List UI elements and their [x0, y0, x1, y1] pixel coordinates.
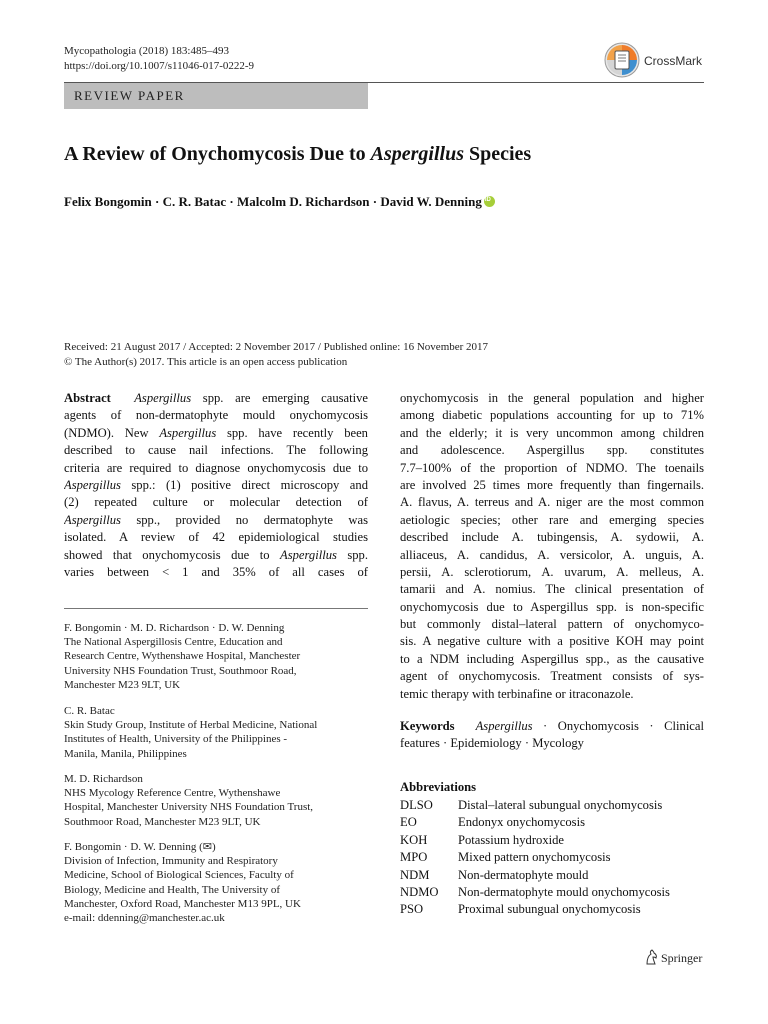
abstract-line: to a NDM including Aspergillus spp., as the causative	[400, 651, 704, 666]
abstract-line: agents of non-dermatophyte mould onychomycosis	[64, 408, 368, 423]
abstract-line: temic therapy with terbinafine or itraconazole.	[400, 686, 634, 701]
abbreviation-row	[400, 832, 670, 849]
abbreviation-row	[400, 901, 670, 918]
keywords-line	[400, 718, 704, 735]
abbreviation-definition: Potassium hydroxide	[458, 832, 564, 847]
springer-horse-icon	[644, 949, 658, 965]
keyword-text: · Onychomycosis · Clinical	[532, 719, 704, 733]
abstract-text: spp.	[336, 547, 368, 562]
affiliation-names: M. D. Richardson	[64, 773, 143, 785]
abstract-line: onychomycosis due to Aspergillus spp. is non-specific	[400, 599, 704, 614]
abstract-text: spp., provided no dermatophyte was	[120, 512, 368, 527]
abstract-line: varies between < 1 and 35% of all cases of	[64, 564, 368, 579]
license-line: © The Author(s) 2017. This article is an open access publication	[64, 355, 348, 368]
abbreviation-definition: Distal–lateral subungual onychomycosis	[458, 798, 663, 812]
title-italic: Aspergillus	[370, 143, 464, 165]
abstract-line	[64, 512, 368, 529]
abstract-line: sis. A negative culture with a positive KOH may point	[400, 634, 704, 649]
abstract-heading: Abstract	[64, 391, 111, 405]
affiliation-block	[64, 704, 368, 761]
author-list	[64, 194, 495, 210]
affiliation-line: Manila, Manila, Philippines	[64, 747, 187, 760]
affiliation-line: Institutes of Health, University of the Philippines -	[64, 733, 288, 746]
abstract-line: and adolescence. Aspergillus spp. constitutes	[400, 443, 704, 458]
abbreviation-term: NDMO	[400, 885, 439, 900]
abstract-line: and the elderly; it is very uncommon among children	[400, 425, 704, 440]
abstract-line: alliaceus, A. candidus, A. versicolor, A. unguis, A.	[400, 547, 704, 562]
author-names: Felix Bongomin · C. R. Batac · Malcolm D. Richardson · David W. Denning	[64, 194, 482, 209]
keyword-italic: Aspergillus	[475, 719, 533, 733]
abstract-italic: Aspergillus	[64, 477, 121, 492]
publisher-footer	[644, 949, 702, 966]
affiliation-block	[64, 772, 368, 829]
abstract-italic: Aspergillus	[64, 512, 121, 527]
dates-line: Received: 21 August 2017 / Accepted: 2 November 2017 / Published online: 16 November 2017	[64, 341, 489, 353]
abbreviation-term: NDM	[400, 867, 430, 882]
affiliation-line: Southmoor Road, Manchester M23 9LT, UK	[64, 815, 261, 828]
keywords	[400, 718, 704, 753]
affiliation-line: Division of Infection, Immunity and Respiratory	[64, 855, 278, 868]
abstract-text: spp. are emerging causative	[191, 391, 368, 405]
abstract-line	[64, 390, 368, 407]
abbreviations-heading: Abbreviations	[400, 780, 477, 794]
affiliation-line: Skin Study Group, Institute of Herbal Medicine, National	[64, 719, 318, 732]
affiliation-line: Medicine, School of Biological Sciences, Faculty of	[64, 869, 294, 882]
abbreviation-term: KOH	[400, 832, 428, 847]
affiliation-line: University NHS Foundation Trust, Southmoor Road,	[64, 664, 297, 677]
article-title	[64, 143, 531, 166]
affiliation-line: Research Centre, Wythenshawe Hospital, Manchester	[64, 650, 301, 663]
orcid-icon[interactable]	[484, 196, 495, 207]
abstract	[64, 390, 368, 581]
abbreviation-row	[400, 849, 670, 866]
abbreviation-term: MPO	[400, 850, 428, 865]
abstract-line: are involved 25 times more frequently than fingernails.	[400, 477, 704, 492]
crossmark-label: CrossMark	[644, 54, 703, 68]
abbreviation-definition: Non-dermatophyte mould onychomycosis	[458, 885, 670, 900]
keywords-line: features · Epidemiology · Mycology	[400, 736, 584, 751]
abstract-line: isolated. A review of 42 epidemiological studies	[64, 530, 368, 545]
abbreviation-definition: Proximal subungual onychomycosis	[458, 902, 641, 917]
affiliation-line: NHS Mycology Reference Centre, Wythenshawe	[64, 787, 281, 800]
abstract-line: described to cause nail infections. The following	[64, 443, 368, 458]
abstract-line: criteria are required to diagnose onychomycosis due to	[64, 460, 368, 475]
journal-citation: Mycopathologia (2018) 183:485–493	[64, 45, 229, 57]
abstract-text: (NDMO). New	[64, 425, 160, 440]
affiliation-line: Manchester M23 9LT, UK	[64, 678, 181, 691]
affiliation-line: Hospital, Manchester University NHS Foundation Trust,	[64, 801, 314, 814]
publication-dates	[64, 340, 488, 369]
affiliation-line: Manchester, Oxford Road, Manchester M13 9PL, UK	[64, 897, 301, 910]
affiliation-names: C. R. Batac	[64, 705, 115, 717]
abstract-line: but commonly distal–lateral pattern of onychomyco-	[400, 617, 704, 632]
doi-link[interactable]: https://doi.org/10.1007/s11046-017-0222-9	[64, 60, 255, 72]
article-type-label: REVIEW PAPER	[74, 88, 185, 103]
affiliations-rule	[64, 608, 368, 609]
abbreviation-row	[400, 884, 670, 901]
abstract-line: aetiologic species; other rare and emerging species	[400, 512, 704, 527]
affiliation-names: F. Bongomin · M. D. Richardson · D. W. Denning	[64, 622, 285, 634]
abbreviation-term: EO	[400, 815, 417, 830]
abbreviation-term: PSO	[400, 902, 424, 917]
abstract-text: showed that onychomycosis due to	[64, 547, 280, 562]
abbreviations-table	[400, 797, 670, 919]
abstract-line: described include A. tubingensis, A. sydowii, A.	[400, 530, 704, 545]
abbreviation-definition: Non-dermatophyte mould	[458, 867, 589, 882]
abstract-line: onychomycosis in the general population and higher	[400, 391, 704, 405]
affiliation-line: The National Aspergillosis Centre, Education and	[64, 636, 283, 649]
abstract-line: (2) repeated culture or molecular detection of	[64, 495, 368, 510]
abstract-italic: Aspergillus	[134, 391, 192, 405]
abstract-line: 7.7–100% of the proportion of NDMO. The toenails	[400, 460, 704, 475]
abbreviation-definition: Mixed pattern onychomycosis	[458, 850, 611, 865]
abstract-line: agent of onychomycosis. Treatment consists of sys-	[400, 669, 704, 684]
affiliation-names: F. Bongomin · D. W. Denning (✉)	[64, 841, 216, 853]
keywords-heading: Keywords	[400, 719, 455, 733]
abbreviation-row	[400, 867, 670, 884]
affiliation-line: Biology, Medicine and Health, The University of	[64, 883, 280, 896]
journal-header	[64, 44, 254, 74]
abstract-line	[64, 425, 368, 442]
abstract-continued	[400, 390, 704, 703]
title-text: A Review of Onychomycosis Due to	[64, 143, 371, 165]
affiliation-block	[64, 621, 368, 692]
abstract-line: among diabetic populations accounting for up to 71%	[400, 408, 704, 423]
abstract-text: spp. have recently been	[216, 425, 368, 440]
abbreviation-row	[400, 814, 670, 831]
article-type-banner	[64, 83, 368, 109]
abstract-line: A. flavus, A. terreus and A. niger are the most common	[400, 495, 704, 510]
title-suffix: Species	[464, 143, 532, 165]
abstract-italic: Aspergillus	[280, 547, 337, 562]
email-link[interactable]: e-mail: ddenning@manchester.ac.uk	[64, 912, 225, 925]
abstract-line: tamarii and A. nomius. The clinical presentation of	[400, 582, 704, 597]
abstract-line	[64, 477, 368, 494]
crossmark-badge[interactable]	[604, 42, 714, 80]
abstract-italic: Aspergillus	[159, 425, 217, 440]
abstract-text: spp.: (1) positive direct microscopy and	[120, 477, 368, 492]
abbreviation-term: DLSO	[400, 798, 433, 812]
abstract-line	[64, 547, 368, 564]
crossmark-icon	[604, 42, 640, 78]
affiliation-block	[64, 840, 368, 925]
abstract-line: persii, A. sclerotiorum, A. uvarum, A. melleus, A.	[400, 564, 704, 579]
publisher-name: Springer	[661, 951, 703, 965]
abbreviation-definition: Endonyx onychomycosis	[458, 815, 585, 830]
abbreviation-row	[400, 797, 670, 814]
